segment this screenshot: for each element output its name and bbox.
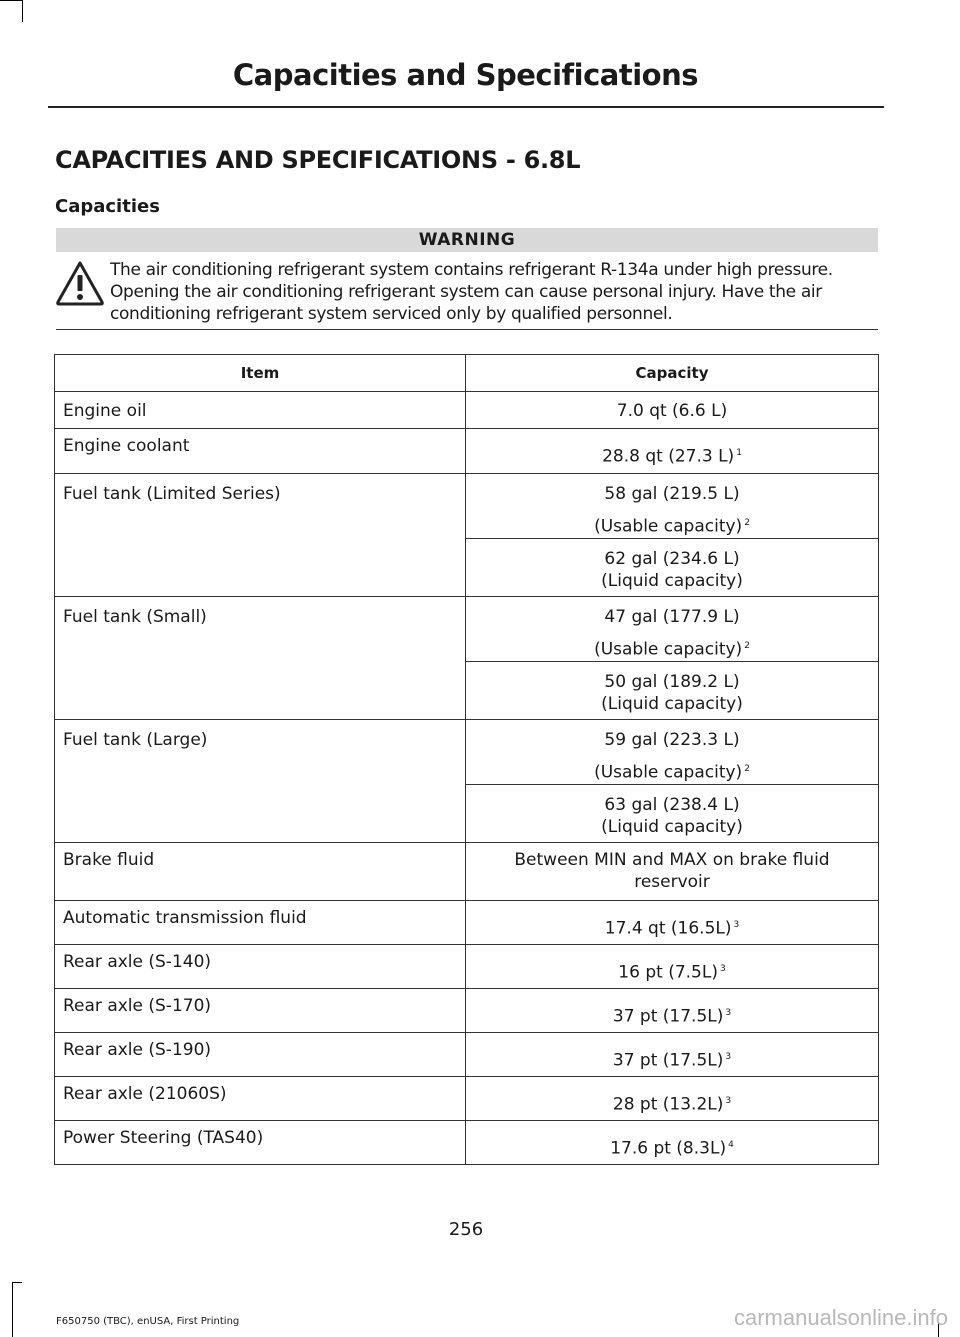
capacity-label bbox=[474, 758, 870, 784]
liquid-capacity-label: (Liquid capacity) bbox=[601, 817, 743, 837]
capacity-value: reservoir bbox=[634, 872, 710, 892]
table-row bbox=[55, 945, 879, 989]
table-row bbox=[55, 901, 879, 945]
item-cell: Engine oil bbox=[55, 392, 466, 429]
capacity-value: 16 pt (7.5L) bbox=[618, 962, 718, 983]
footnote-marker: 1 bbox=[736, 448, 742, 458]
capacity-cell bbox=[466, 785, 879, 843]
capacity-value: 62 gal (234.6 L) bbox=[604, 549, 740, 569]
print-footer: F650750 (TBC), enUSA, First Printing bbox=[56, 1316, 240, 1327]
capacity-cell bbox=[466, 843, 879, 901]
capacity-cell bbox=[466, 1033, 879, 1077]
capacity-value: 28.8 qt (27.3 L) bbox=[602, 446, 735, 467]
capacity-cell bbox=[466, 474, 879, 539]
footnote-marker: 3 bbox=[725, 1096, 732, 1106]
item-cell: Fuel tank (Limited Series) bbox=[55, 474, 466, 597]
usable-capacity-label: (Usable capacity) bbox=[594, 516, 743, 537]
capacity-value: 28 pt (13.2L) bbox=[612, 1094, 724, 1115]
footnote-marker: 3 bbox=[719, 964, 726, 974]
footnote-marker: 2 bbox=[744, 764, 750, 774]
capacity-value: 37 pt (17.5L) bbox=[612, 1006, 724, 1027]
crop-mark bbox=[22, 0, 23, 22]
table-row bbox=[55, 429, 879, 474]
footnote-marker: 2 bbox=[744, 518, 750, 528]
usable-capacity-label: (Usable capacity) bbox=[594, 762, 743, 783]
header-rule bbox=[48, 106, 884, 108]
capacity-value: 59 gal (223.3 L) bbox=[604, 730, 740, 750]
capacity-cell bbox=[466, 720, 879, 785]
column-header-item: Item bbox=[55, 355, 466, 392]
table-row bbox=[55, 989, 879, 1033]
table-row bbox=[55, 1033, 879, 1077]
capacity-cell bbox=[466, 429, 879, 474]
capacity-value: 63 gal (238.4 L) bbox=[604, 795, 740, 815]
capacity-value: 58 gal (219.5 L) bbox=[604, 484, 740, 504]
capacity-cell bbox=[466, 989, 879, 1033]
item-cell: Rear axle (S-170) bbox=[55, 989, 466, 1033]
footnote-marker: 3 bbox=[725, 1052, 732, 1062]
item-cell: Rear axle (21060S) bbox=[55, 1077, 466, 1121]
item-cell: Rear axle (S-190) bbox=[55, 1033, 466, 1077]
page-number: 256 bbox=[448, 1219, 484, 1240]
liquid-capacity-label: (Liquid capacity) bbox=[601, 571, 743, 591]
table-row bbox=[55, 1077, 879, 1121]
footnote-marker: 3 bbox=[733, 920, 740, 930]
table-row bbox=[55, 843, 879, 901]
footnote-marker: 3 bbox=[725, 1008, 732, 1018]
column-header-capacity: Capacity bbox=[466, 355, 879, 392]
section-title: CAPACITIES AND SPECIFICATIONS - 6.8L bbox=[55, 146, 581, 174]
item-cell: Rear axle (S-140) bbox=[55, 945, 466, 989]
item-cell: Fuel tank (Large) bbox=[55, 720, 466, 843]
crop-mark bbox=[12, 1282, 22, 1283]
capacity-cell bbox=[466, 662, 879, 720]
capacity-cell bbox=[466, 597, 879, 662]
footnote-marker: 4 bbox=[728, 1140, 734, 1150]
table-row bbox=[55, 597, 879, 662]
capacity-cell: 7.0 qt (6.6 L) bbox=[466, 392, 879, 429]
capacity-cell bbox=[466, 539, 879, 597]
footnote-marker: 2 bbox=[744, 641, 750, 651]
crop-mark bbox=[12, 1282, 13, 1337]
capacity-cell bbox=[466, 1077, 879, 1121]
table-row bbox=[55, 392, 879, 429]
capacity-cell bbox=[466, 1121, 879, 1165]
item-cell: Fuel tank (Small) bbox=[55, 597, 466, 720]
capacity-cell bbox=[466, 945, 879, 989]
item-cell: Power Steering (TAS40) bbox=[55, 1121, 466, 1165]
capacity-value: 47 gal (177.9 L) bbox=[604, 607, 740, 627]
item-cell: Automatic transmission fluid bbox=[55, 901, 466, 945]
table-row bbox=[55, 1121, 879, 1165]
warning-label: WARNING bbox=[56, 228, 878, 252]
capacity-value: 37 pt (17.5L) bbox=[612, 1050, 724, 1071]
table-header-row bbox=[55, 355, 879, 392]
running-title: Capacities and Specifications bbox=[232, 58, 698, 92]
capacity-value: Between MIN and MAX on brake fluid bbox=[514, 850, 830, 870]
capacity-cell bbox=[466, 901, 879, 945]
watermark: carmanualsonline.info bbox=[733, 1305, 948, 1330]
usable-capacity-label: (Usable capacity) bbox=[594, 639, 743, 660]
liquid-capacity-label: (Liquid capacity) bbox=[601, 694, 743, 714]
capacity-label bbox=[474, 512, 870, 538]
table-row bbox=[55, 474, 879, 539]
capacity-value: 50 gal (189.2 L) bbox=[604, 672, 740, 692]
item-cell: Brake fluid bbox=[55, 843, 466, 901]
table-row bbox=[55, 720, 879, 785]
warning-triangle-icon bbox=[55, 260, 105, 306]
capacity-label bbox=[474, 635, 870, 661]
crop-mark bbox=[0, 0, 22, 1]
capacities-table bbox=[54, 354, 879, 1165]
warning-text: The air conditioning refrigerant system contains refrigerant R-134a under high pressure. Opening the air conditioning refrigerant system can cause personal injury. Have the air conditioning refrigerant system serviced only by qualified personnel. bbox=[110, 260, 833, 324]
item-cell: Engine coolant bbox=[55, 429, 466, 474]
warning-rule bbox=[56, 329, 878, 330]
capacity-value: 17.4 qt (16.5L) bbox=[604, 918, 732, 939]
capacity-value: 17.6 pt (8.3L) bbox=[610, 1138, 727, 1159]
sub-title: Capacities bbox=[55, 196, 160, 217]
